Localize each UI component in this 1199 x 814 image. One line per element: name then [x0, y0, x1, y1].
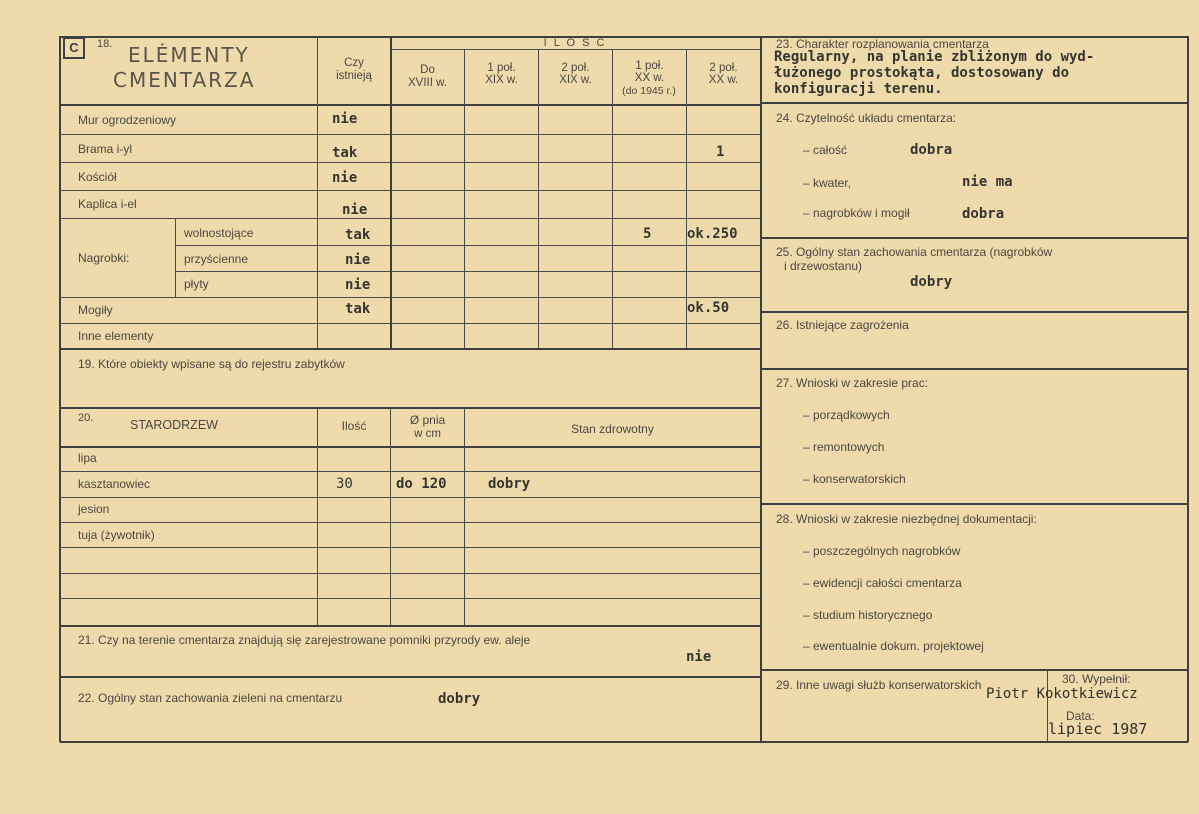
row-q5: ok.250 — [687, 226, 738, 242]
section-c-letter: C — [69, 40, 79, 55]
row-label: Kaplica i-el — [78, 197, 137, 211]
s20-col-stan: Stan zdrowotny — [571, 422, 654, 436]
tree-qty: 30 — [336, 476, 353, 492]
s20-col-pnia-l1: Ø pnia — [409, 413, 446, 427]
row-q5: 1 — [716, 144, 725, 160]
row-label: płyty — [184, 277, 209, 291]
s27-label: 27. Wnioski w zakresie prac: — [776, 376, 929, 390]
s24-item-1-label: – całość — [803, 143, 848, 157]
row-label: przyścienne — [184, 252, 249, 266]
col-ilosc: I L O Ś Ć — [543, 37, 607, 49]
s20-number: 20. — [78, 412, 94, 424]
s25-label-l2: i drzewostanu) — [784, 259, 863, 273]
period-5-l1: 2 poł. — [709, 62, 738, 74]
tree-name: jesion — [78, 502, 110, 516]
row-exists: tak — [345, 227, 371, 243]
period-5-l2: XX w. — [708, 74, 739, 86]
row-label: Kościół — [78, 170, 117, 184]
row-label: Inne elementy — [78, 329, 154, 343]
row-label: wolnostojące — [184, 226, 254, 240]
row-label: Mogiły — [78, 303, 113, 317]
period-4-l3: (do 1945 r.) — [622, 85, 676, 97]
s27-item-2: – remontowych — [803, 440, 885, 454]
col-czy-line1: Czy — [344, 57, 364, 69]
s28-item-2: – ewidencji całości cmentarza — [803, 576, 962, 590]
row-exists: nie — [345, 277, 371, 293]
s30-name: Piotr Kokotkiewicz — [986, 686, 1138, 702]
s18-title-line1: ELĖMENTY — [128, 43, 250, 67]
row-exists: nie — [345, 252, 371, 268]
s23-line-1: Regularny, na planie zbliżonym do wyd- — [774, 49, 1095, 65]
s24-item-2-label: – kwater, — [803, 176, 852, 190]
row-exists: nie — [332, 170, 358, 186]
s22-value: dobry — [438, 691, 481, 707]
s30-date-value: lipiec 1987 — [1048, 720, 1148, 738]
s18-number: 18. — [97, 38, 113, 50]
s29-label: 29. Inne uwagi służb konserwatorskich — [776, 678, 982, 692]
nagrobki-label: Nagrobki: — [78, 251, 130, 265]
s19-label: 19. Które obiekty wpisane są do rejestru zabytków — [78, 357, 345, 371]
s21-value: nie — [686, 649, 712, 665]
s21-label: 21. Czy na terenie cmentarza znajdują się zarejestrowane pomniki przyrody ew. aleje — [78, 633, 531, 647]
row-label: Mur ogrodzeniowy — [78, 113, 177, 127]
tree-name: lipa — [78, 451, 97, 465]
s28-item-3: – studium historycznego — [803, 608, 933, 622]
s23-line-2: łużonego prostokąta, dostosowany do — [774, 65, 1070, 81]
tree-health: dobry — [488, 476, 531, 492]
s24-item-3-label: – nagrobków i mogił — [803, 206, 910, 220]
s30-label: 30. Wypełnił: — [1062, 672, 1131, 686]
section-c-box — [63, 37, 85, 59]
period-4-l1: 1 poł. — [635, 60, 664, 72]
tree-name: kasztanowiec — [78, 477, 151, 491]
s28-item-1: – poszczególnych nagrobków — [803, 544, 961, 558]
s26-label: 26. Istniejące zagrożenia — [776, 318, 909, 332]
s25-value: dobry — [910, 274, 953, 290]
row-exists: nie — [342, 202, 368, 218]
row-exists: nie — [332, 111, 358, 127]
col-czy-line2: istnieją — [336, 70, 372, 82]
s30-date-label: Data: — [1066, 709, 1095, 723]
row-q5: ok.50 — [687, 300, 730, 316]
row-label: Brama i-yl — [78, 142, 133, 156]
s24-item-1-value: dobra — [910, 142, 953, 158]
s28-item-4: – ewentualnie dokum. projektowej — [803, 639, 984, 653]
s20-col-pnia-l2: w cm — [414, 428, 441, 440]
s27-item-3: – konserwatorskich — [803, 472, 906, 486]
period-3-l2: XIX w. — [559, 74, 592, 86]
tree-diam: do 120 — [396, 476, 447, 492]
row-exists: tak — [345, 301, 371, 317]
tree-name: tuja (żywotnik) — [78, 528, 155, 542]
s20-title: STARODRZEW — [130, 418, 218, 432]
period-3-l1: 2 poł. — [561, 62, 590, 74]
s28-label: 28. Wnioski w zakresie niezbędnej dokumentacji: — [776, 512, 1037, 526]
period-2-l2: XIX w. — [485, 74, 518, 86]
period-1-l1: Do — [420, 64, 435, 76]
s27-item-1: – porządkowych — [803, 408, 890, 422]
period-4-l2: XX w. — [634, 72, 665, 84]
s24-item-2-value: nie ma — [962, 174, 1013, 190]
s20-col-ilosc: Ilość — [341, 419, 367, 433]
s24-item-3-value: dobra — [962, 206, 1005, 222]
period-2-l1: 1 poł. — [487, 62, 516, 74]
row-exists: tak — [332, 145, 358, 161]
s23-line-3: konfiguracji terenu. — [774, 81, 943, 97]
s22-label: 22. Ogólny stan zachowania zieleni na cmentarzu — [78, 691, 343, 705]
period-1-l2: XVIII w. — [408, 77, 447, 89]
s18-title-line2: CMENTARZA — [113, 68, 256, 92]
s25-label-l1: 25. Ogólny stan zachowania cmentarza (nagrobków — [776, 245, 1053, 259]
s24-label: 24. Czytelność układu cmentarza: — [776, 111, 957, 125]
row-q4: 5 — [643, 226, 652, 242]
s23-label: 23. Charakter rozplanowania cmentarza — [776, 37, 989, 51]
